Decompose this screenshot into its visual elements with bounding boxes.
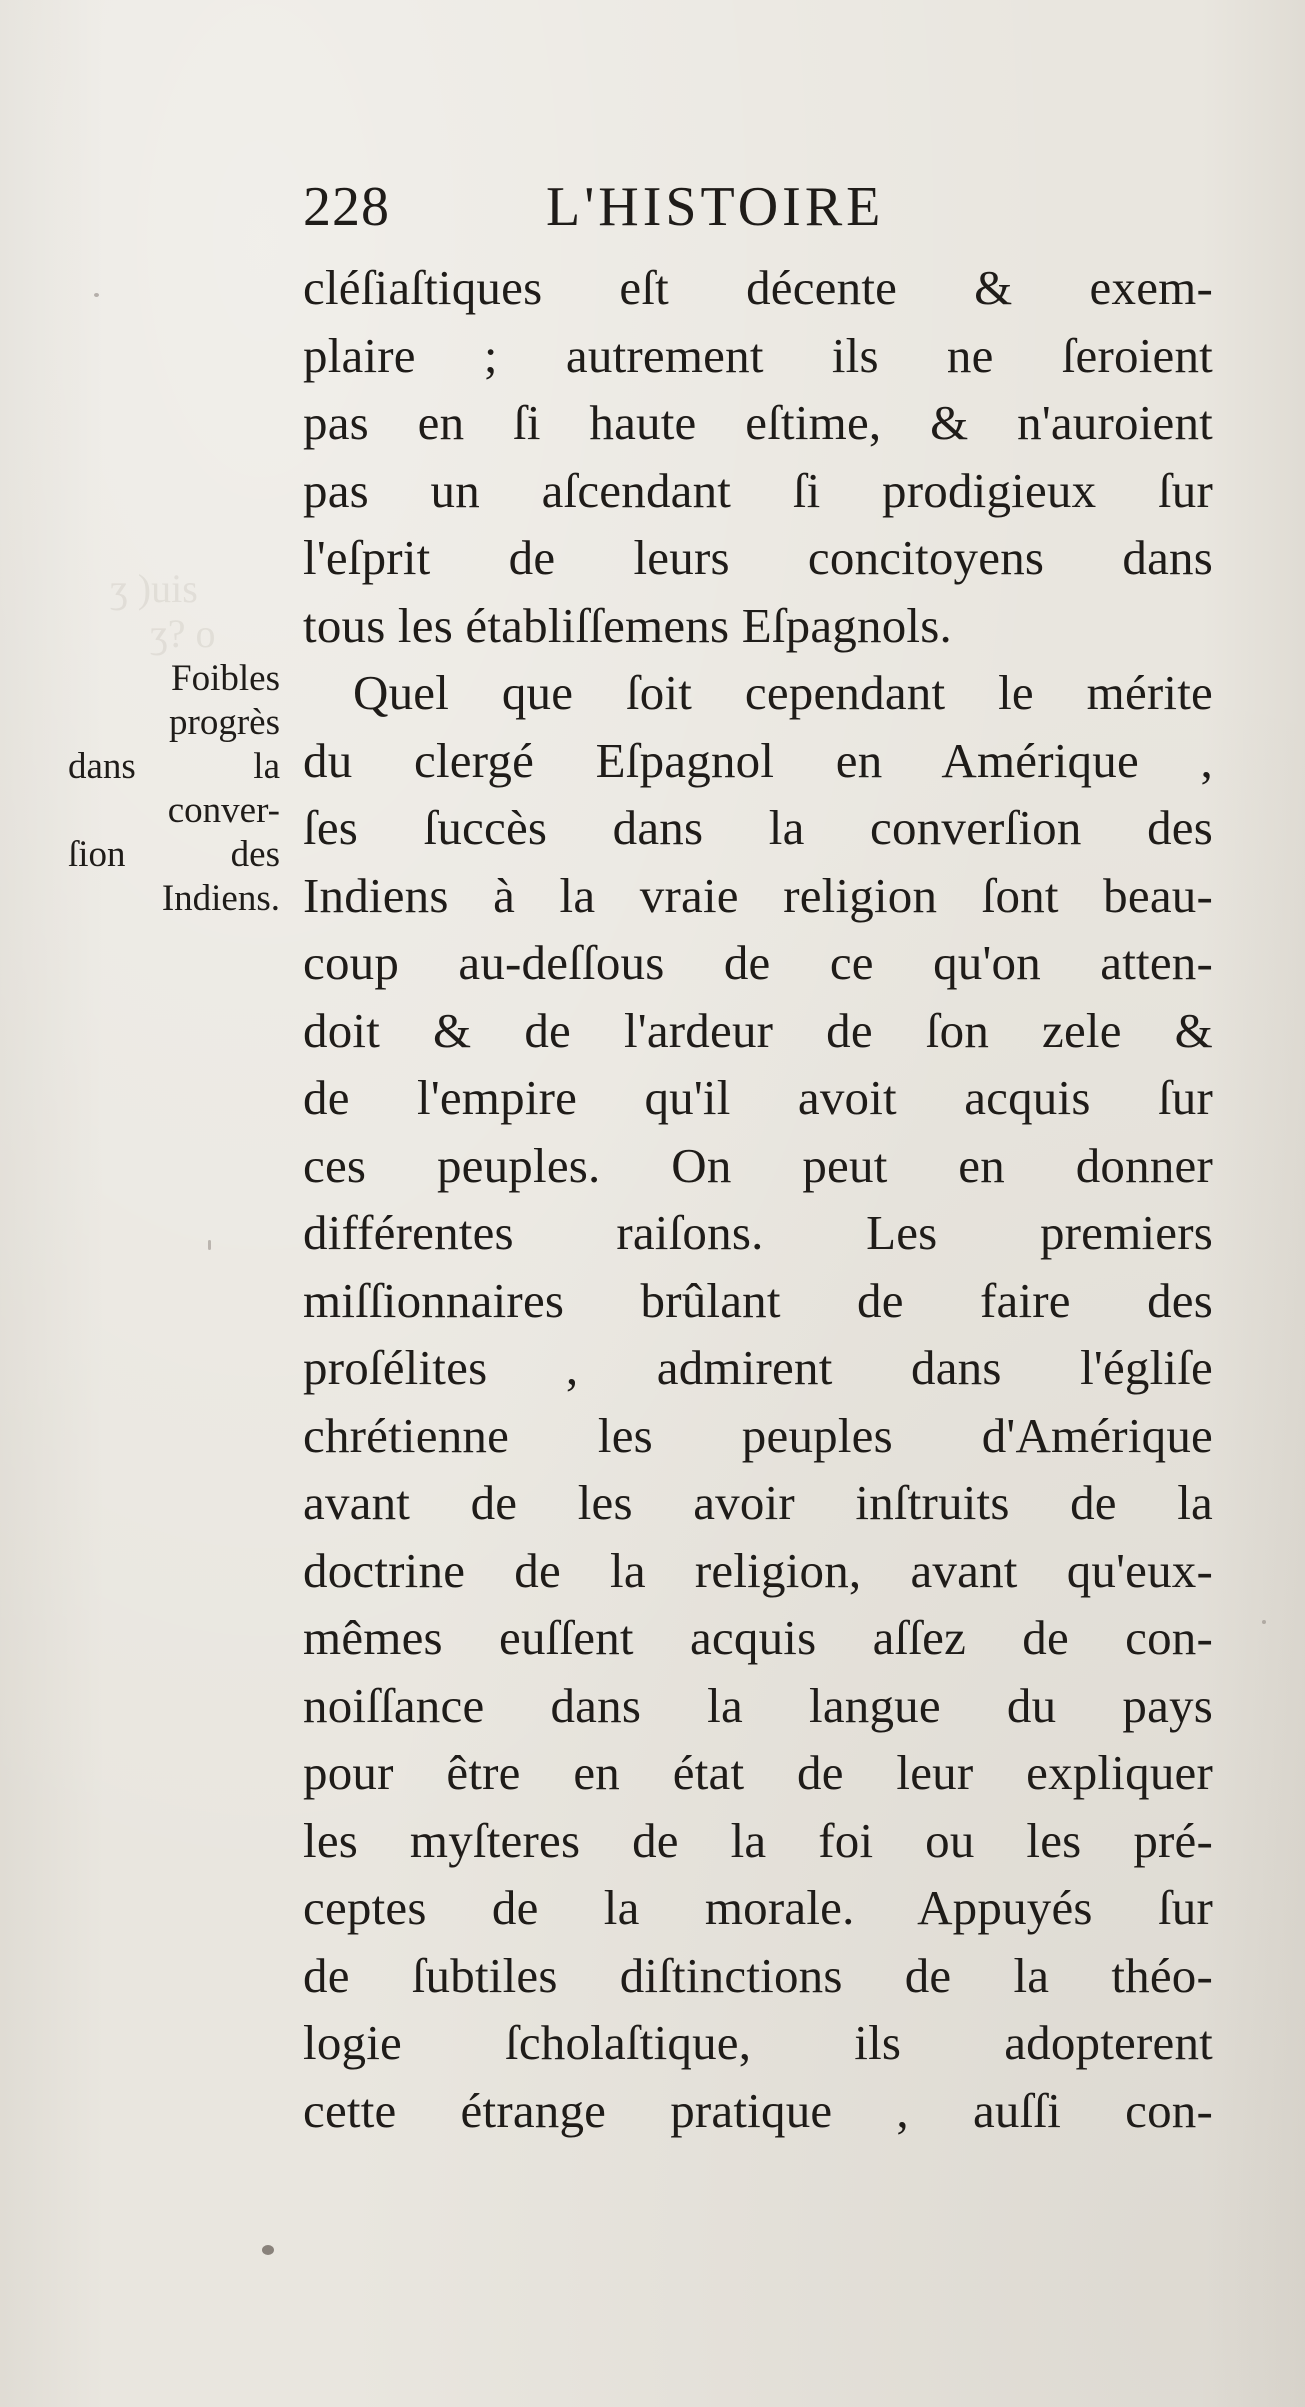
text-line: coup au-deſſous de ce qu'on atten-	[303, 935, 1213, 990]
text-line: proſélites , admirent dans l'égliſe	[303, 1340, 1213, 1395]
text-line: Indiens à la vraie religion ſont beau-	[303, 867, 1213, 923]
ink-speck	[208, 1240, 211, 1250]
text-line: doctrine de la religion, avant qu'eux-	[303, 1542, 1213, 1598]
text-line: ces peuples. On peut en donner	[303, 1137, 1213, 1193]
running-head	[303, 172, 963, 242]
margin-note-line: dans la	[68, 746, 280, 787]
ink-speck	[94, 293, 99, 297]
text-line: pas un aſcendant ſi prodigieux ſur	[303, 462, 1213, 518]
text-line: du clergé Eſpagnol en Amérique ,	[303, 732, 1213, 788]
text-line: pour être en état de leur expliquer	[303, 1745, 1213, 1800]
text-line: de ſubtiles diſtinctions de la théo-	[303, 1947, 1213, 2003]
ink-speck	[262, 2245, 274, 2255]
text-line: doit & de l'ardeur de ſon zele &	[303, 1002, 1213, 1058]
text-line: les myſteres de la foi ou les pré-	[303, 1812, 1213, 1868]
text-line: de l'empire qu'il avoit acquis ſur	[303, 1070, 1213, 1125]
show-through-text: ʒ? o	[150, 611, 216, 656]
text-line: avant de les avoir inſtruits de la	[303, 1475, 1213, 1530]
text-line: cette étrange pratique , auſſi con-	[303, 2082, 1213, 2138]
text-line: mêmes euſſent acquis aſſez de con-	[303, 1610, 1213, 1665]
text-line: logie ſcholaſtique, ils adopterent	[303, 2015, 1213, 2070]
margin-note-line: conver-	[167, 790, 280, 831]
margin-note-line: Foibles	[171, 658, 280, 699]
text-line: différentes raiſons. Les premiers	[303, 1205, 1213, 1260]
text-line: ceptes de la morale. Appuyés ſur	[303, 1880, 1213, 1935]
text-line: pas en ſi haute eſtime, & n'auroient	[303, 395, 1213, 450]
text-line: Quel que ſoit cependant le mérite	[353, 665, 1213, 720]
page-number: 228	[303, 176, 390, 238]
text-line: cléſiaſtiques eſt décente & exem-	[303, 260, 1213, 315]
text-line: miſſionnaires brûlant de faire des	[303, 1272, 1213, 1328]
text-line: chrétienne les peuples d'Amérique	[303, 1407, 1213, 1463]
show-through-text: ʒ )uis	[110, 566, 198, 611]
text-line: noiſſance dans la langue du pays	[303, 1677, 1213, 1733]
margin-note-line: progrès	[169, 702, 280, 743]
running-title: L'HISTOIRE	[546, 176, 885, 238]
text-line: l'eſprit de leurs concitoyens dans	[303, 530, 1213, 585]
margin-note-line: Indiens.	[161, 878, 280, 919]
body-text	[303, 254, 1213, 2144]
margin-note	[68, 657, 280, 921]
text-line: ſes ſuccès dans la converſion des	[303, 800, 1213, 855]
text-line: plaire ; autrement ils ne ſeroient	[303, 327, 1213, 383]
text-line: tous les établiſſemens Eſpagnols.	[303, 597, 952, 653]
ink-speck	[1262, 1620, 1266, 1624]
margin-note-line: ſion des	[68, 834, 280, 875]
